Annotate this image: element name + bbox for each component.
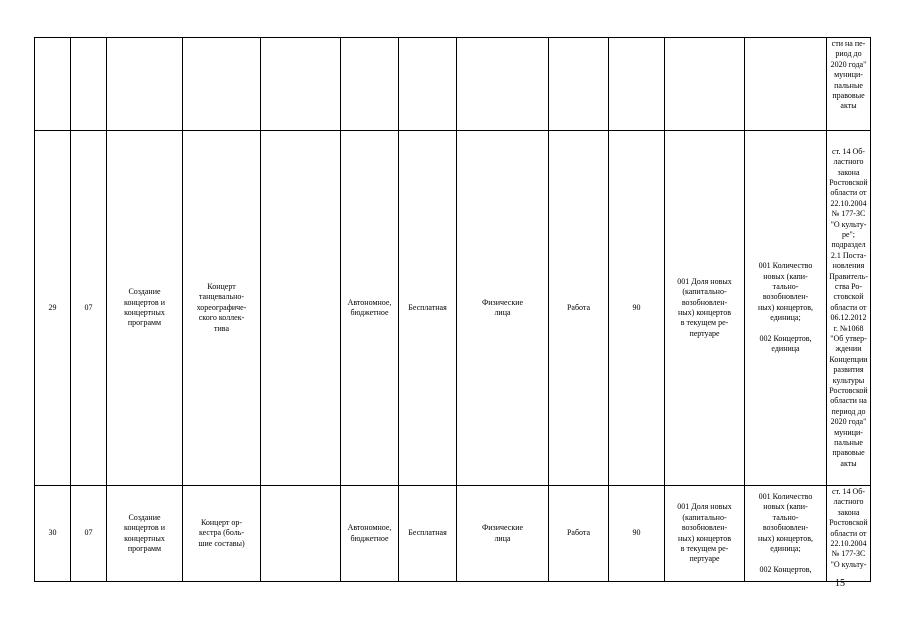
legal-basis-cell: ст. 14 Об- ластного закона Ростовской области от 22.10.2004 № 177-ЗС "О культу- bbox=[827, 486, 871, 582]
service-content-cell: Концерт танцевально- хореографиче- ского коллек- тива bbox=[183, 131, 261, 486]
table-row bbox=[35, 486, 871, 582]
code90-cell bbox=[609, 38, 665, 131]
code90-cell: 90 bbox=[609, 131, 665, 486]
page-number: 15 bbox=[835, 578, 845, 589]
quality-indicator-cell bbox=[665, 38, 745, 131]
payment-cell: Бесплатная bbox=[399, 131, 457, 486]
volume-indicator-cell: 001 Количество новых (капи- тально- возобновлен- ных) концертов, единица; 002 Концертов, единица bbox=[745, 131, 827, 486]
kind-cell bbox=[549, 38, 609, 131]
consumers-cell bbox=[457, 38, 549, 131]
table-row bbox=[35, 38, 871, 131]
code-cell: 07 bbox=[71, 131, 107, 486]
empty-cell bbox=[261, 486, 341, 582]
services-table bbox=[34, 37, 871, 582]
consumers-cell: Физические лица bbox=[457, 486, 549, 582]
service-name-cell: Создание концертов и концертных программ bbox=[107, 486, 183, 582]
quality-indicator-cell: 001 Доля новых (капитально- возобновлен- ных) концертов в текущем ре- пертуаре bbox=[665, 486, 745, 582]
payment-cell: Бесплатная bbox=[399, 486, 457, 582]
institution-type-cell: Автономное, бюджетное bbox=[341, 486, 399, 582]
row-number-cell: 29 bbox=[35, 131, 71, 486]
service-name-cell: Создание концертов и концертных программ bbox=[107, 131, 183, 486]
volume-indicator-cell: 001 Количество новых (капи- тально- возобновлен- ных) концертов, единица; 002 Концертов, bbox=[745, 486, 827, 582]
consumers-cell: Физические лица bbox=[457, 131, 549, 486]
legal-basis-cell: ст. 14 Об- ластного закона Ростовской области от 22.10.2004 № 177-ЗС "О культу- ре"; подраздел 2.1 Поста- новления Правитель- ства Ро- стовской области от 06.12.2012 г. №1068 "Об утвер- ждении Концепции развития культуры Ростовской области на период до 2020 года" муници- пальные правовые акты bbox=[827, 131, 871, 486]
table-row bbox=[35, 131, 871, 486]
kind-cell: Работа bbox=[549, 131, 609, 486]
code-cell bbox=[71, 38, 107, 131]
quality-indicator-cell: 001 Доля новых (капитально- возобновлен- ных) концертов в текущем ре- пертуаре bbox=[665, 131, 745, 486]
empty-cell bbox=[261, 38, 341, 131]
row-number-cell: 30 bbox=[35, 486, 71, 582]
volume-indicator-cell bbox=[745, 38, 827, 131]
empty-cell bbox=[261, 131, 341, 486]
code90-cell: 90 bbox=[609, 486, 665, 582]
institution-type-cell bbox=[341, 38, 399, 131]
payment-cell bbox=[399, 38, 457, 131]
service-name-cell bbox=[107, 38, 183, 131]
service-content-cell bbox=[183, 38, 261, 131]
code-cell: 07 bbox=[71, 486, 107, 582]
row-number-cell bbox=[35, 38, 71, 131]
kind-cell: Работа bbox=[549, 486, 609, 582]
service-content-cell: Концерт ор- кестра (боль- шие составы) bbox=[183, 486, 261, 582]
legal-basis-cell: сти на пе- риод до 2020 года" муници- пальные правовые акты bbox=[827, 38, 871, 131]
institution-type-cell: Автономное, бюджетное bbox=[341, 131, 399, 486]
